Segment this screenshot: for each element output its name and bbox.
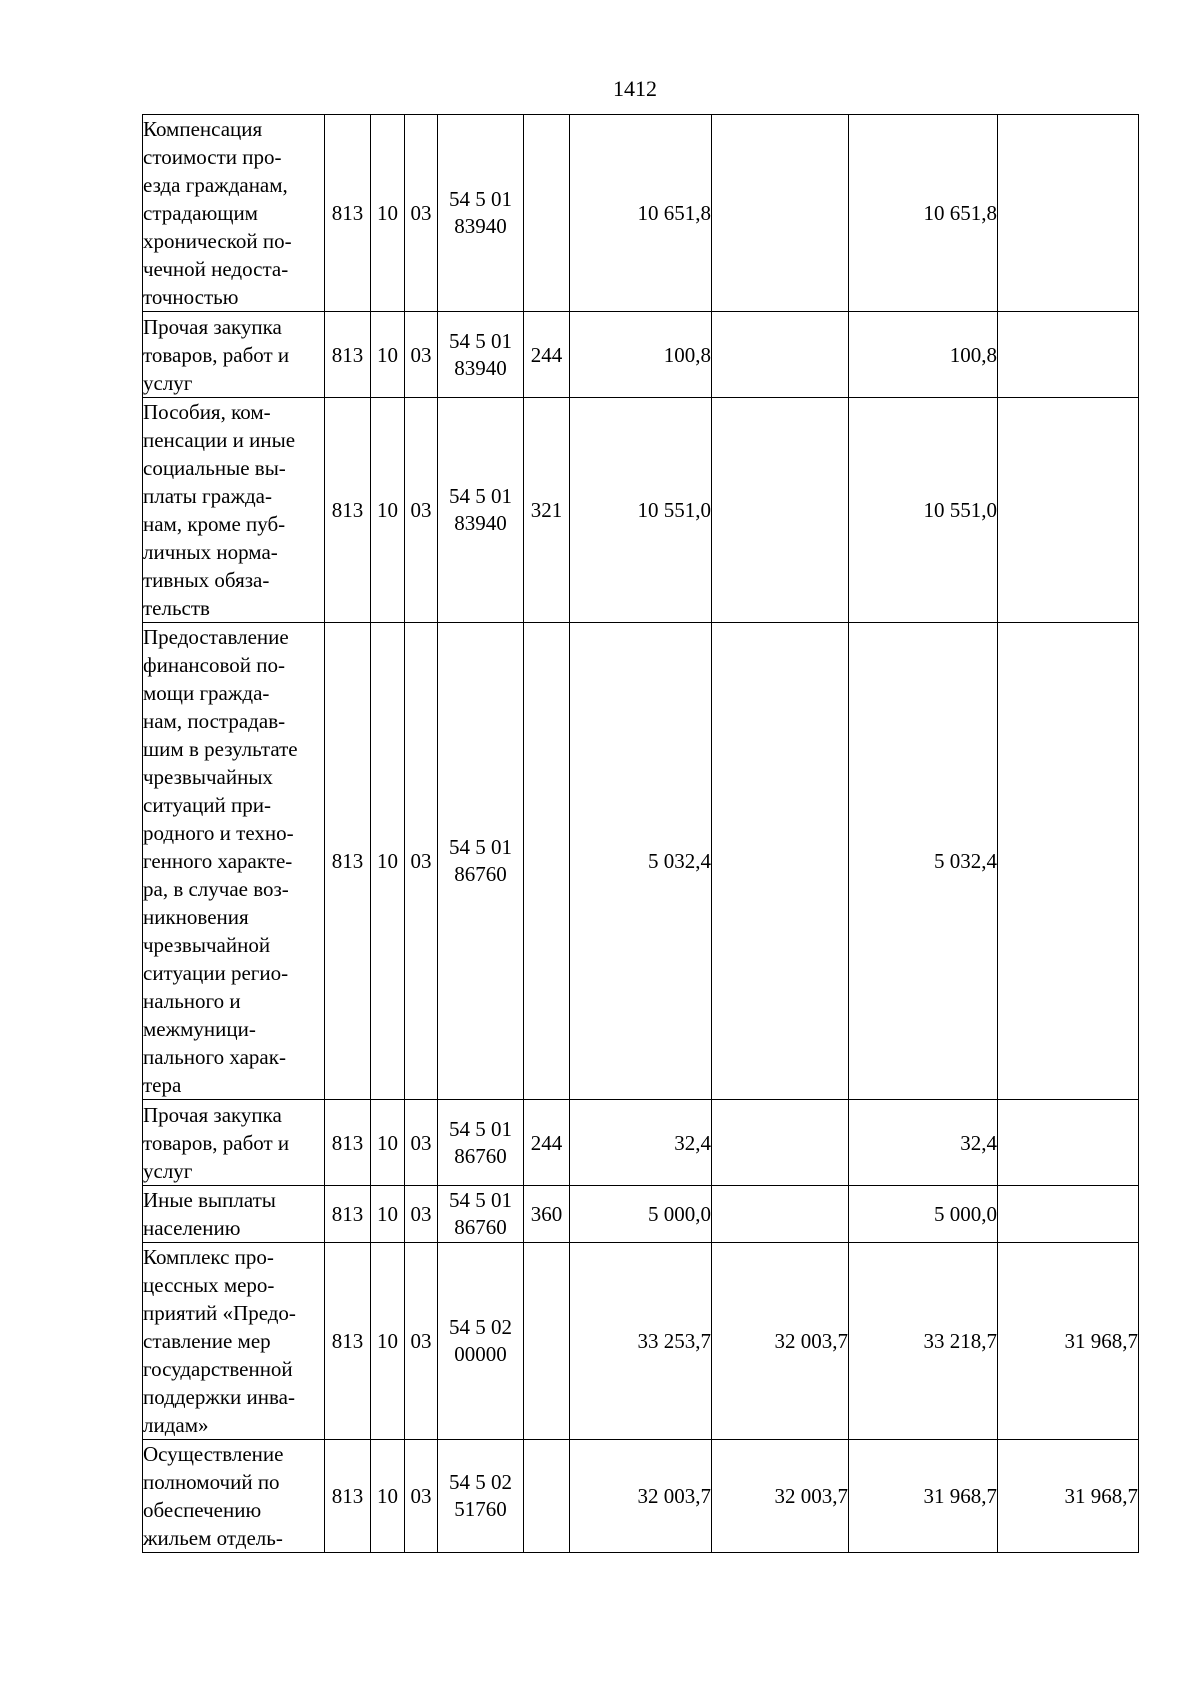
amount-federal-year1-cell [712, 1186, 849, 1243]
ministry-code-cell: 813 [325, 398, 371, 623]
table-row [143, 398, 1139, 623]
target-article-cell [438, 398, 524, 623]
row-name-line: нам, кроме пуб- [143, 512, 286, 536]
row-name-line: мощи гражда- [143, 681, 270, 705]
expense-type-cell: 360 [524, 1186, 570, 1243]
subsection-code-cell: 03 [405, 312, 438, 398]
ministry-code-cell: 813 [325, 1440, 371, 1553]
row-name-cell [143, 1243, 325, 1440]
amount-federal-year2-cell [998, 115, 1139, 312]
row-name-line: нам, пострадав- [143, 709, 286, 733]
row-name-line: точностью [143, 285, 239, 309]
target-article-line: 83940 [454, 355, 507, 380]
subsection-code-cell: 03 [405, 115, 438, 312]
row-name-line: финансовой по- [143, 653, 285, 677]
row-name-line: чрезвычайных [143, 765, 273, 789]
expense-type-cell [524, 623, 570, 1100]
amount-federal-year1-cell [712, 1100, 849, 1186]
target-article-line: 54 5 01 [449, 1116, 512, 1141]
page-number: 1412 [613, 76, 657, 101]
amount-total-year2-cell: 31 968,7 [849, 1440, 998, 1553]
target-article-line: 86760 [454, 1215, 507, 1239]
row-name-line: платы гражда- [143, 484, 272, 508]
row-name-line: личных норма- [143, 540, 278, 564]
target-article-line: 54 5 01 [449, 328, 512, 353]
row-name-cell [143, 115, 325, 312]
expense-type-cell [524, 1440, 570, 1553]
row-name-line: услуг [143, 370, 193, 395]
row-name-line: Компенсация [143, 117, 263, 141]
amount-total-year2-cell: 5 032,4 [849, 623, 998, 1100]
row-name-line: государственной [143, 1357, 293, 1381]
amount-federal-year1-cell: 32 003,7 [712, 1440, 849, 1553]
target-article-line: 51760 [454, 1497, 507, 1521]
row-name-line: чрезвычайной [143, 933, 271, 957]
row-name-line: жильем отдель- [143, 1526, 283, 1550]
amount-federal-year1-cell [712, 115, 849, 312]
target-article-cell [438, 1100, 524, 1186]
amount-federal-year1-cell [712, 312, 849, 398]
ministry-code-cell: 813 [325, 115, 371, 312]
row-name-line: страдающим [143, 201, 258, 225]
amount-federal-year2-cell [998, 398, 1139, 623]
row-name-cell [143, 1440, 325, 1553]
amount-federal-year2-cell: 31 968,7 [998, 1440, 1139, 1553]
expense-type-cell [524, 1243, 570, 1440]
target-article-line: 83940 [454, 511, 507, 535]
row-name-line: генного характе- [143, 849, 293, 873]
amount-total-year2-cell: 10 651,8 [849, 115, 998, 312]
row-name-line: Предоставление [143, 625, 289, 649]
table-row [143, 1186, 1139, 1243]
section-code-cell: 10 [371, 623, 405, 1100]
target-article-line: 86760 [454, 1143, 507, 1168]
amount-total-year2-cell: 100,8 [849, 312, 998, 398]
row-name-line: ситуации регио- [143, 961, 289, 985]
row-name-line: шим в результате [143, 737, 298, 761]
amount-federal-year2-cell: 31 968,7 [998, 1243, 1139, 1440]
row-name-line: полномочий по [143, 1470, 280, 1494]
row-name-line: Осуществление [143, 1442, 284, 1466]
table-row [143, 312, 1139, 398]
row-name-line: товаров, работ и [143, 1130, 290, 1155]
row-name-line: езда гражданам, [143, 173, 288, 197]
target-article-cell [438, 623, 524, 1100]
row-name-line: межмуници- [143, 1017, 256, 1041]
table-row [143, 623, 1139, 1100]
amount-total-year1-cell: 5 032,4 [570, 623, 712, 1100]
target-article-line: 83940 [454, 214, 507, 238]
section-code-cell: 10 [371, 1440, 405, 1553]
subsection-code-cell: 03 [405, 398, 438, 623]
ministry-code-cell: 813 [325, 1186, 371, 1243]
target-article-line: 54 5 01 [449, 187, 512, 211]
target-article-line: 00000 [454, 1342, 507, 1366]
row-name-line: Прочая закупка [143, 314, 282, 339]
section-code-cell: 10 [371, 1243, 405, 1440]
target-article-line: 54 5 02 [449, 1470, 512, 1494]
amount-total-year1-cell: 10 551,0 [570, 398, 712, 623]
row-name-cell [143, 398, 325, 623]
target-article-line: 54 5 01 [449, 484, 512, 508]
ministry-code-cell: 813 [325, 312, 371, 398]
row-name-cell [143, 623, 325, 1100]
amount-total-year2-cell: 10 551,0 [849, 398, 998, 623]
amount-federal-year1-cell [712, 398, 849, 623]
amount-total-year2-cell: 5 000,0 [849, 1186, 998, 1243]
ministry-code-cell: 813 [325, 1100, 371, 1186]
amount-total-year2-cell: 32,4 [849, 1100, 998, 1186]
row-name-line: родного и техно- [143, 821, 294, 845]
row-name-line: ситуаций при- [143, 793, 271, 817]
row-name-cell [143, 312, 325, 398]
row-name-line: лидам» [143, 1413, 209, 1437]
row-name-line: поддержки инва- [143, 1385, 295, 1409]
row-name-line: цессных меро- [143, 1273, 275, 1297]
row-name-line: услуг [143, 1158, 193, 1183]
section-code-cell: 10 [371, 115, 405, 312]
amount-total-year1-cell: 5 000,0 [570, 1186, 712, 1243]
subsection-code-cell: 03 [405, 1243, 438, 1440]
table-row [143, 1100, 1139, 1186]
section-code-cell: 10 [371, 1100, 405, 1186]
target-article-line: 54 5 01 [449, 1188, 512, 1212]
row-name-line: Комплекс про- [143, 1245, 274, 1269]
row-name-line: чечной недоста- [143, 257, 289, 281]
ministry-code-cell: 813 [325, 1243, 371, 1440]
table-row [143, 1243, 1139, 1440]
row-name-line: Пособия, ком- [143, 400, 271, 424]
row-name-line: ставление мер [143, 1329, 271, 1353]
row-name-line: тельств [143, 596, 210, 620]
amount-total-year1-cell: 32,4 [570, 1100, 712, 1186]
amount-federal-year1-cell: 32 003,7 [712, 1243, 849, 1440]
section-code-cell: 10 [371, 398, 405, 623]
row-name-line: никновения [143, 905, 249, 929]
target-article-line: 54 5 01 [449, 835, 512, 859]
amount-total-year1-cell: 33 253,7 [570, 1243, 712, 1440]
section-code-cell: 10 [371, 312, 405, 398]
subsection-code-cell: 03 [405, 1440, 438, 1553]
ministry-code-cell: 813 [325, 623, 371, 1100]
expense-type-cell: 244 [524, 312, 570, 398]
row-name-cell [143, 1186, 325, 1243]
row-name-line: пенсации и иные [143, 428, 296, 452]
table-row [143, 1440, 1139, 1553]
row-name-line: хронической по- [143, 229, 292, 253]
row-name-line: нального и [143, 989, 241, 1013]
target-article-cell [438, 312, 524, 398]
amount-total-year2-cell: 33 218,7 [849, 1243, 998, 1440]
row-name-line: стоимости про- [143, 145, 282, 169]
amount-total-year1-cell: 100,8 [570, 312, 712, 398]
row-name-line: Прочая закупка [143, 1102, 282, 1127]
amount-total-year1-cell: 10 651,8 [570, 115, 712, 312]
subsection-code-cell: 03 [405, 1186, 438, 1243]
expense-type-cell: 321 [524, 398, 570, 623]
section-code-cell: 10 [371, 1186, 405, 1243]
subsection-code-cell: 03 [405, 623, 438, 1100]
row-name-line: тивных обяза- [143, 568, 270, 592]
target-article-line: 54 5 02 [449, 1315, 512, 1339]
amount-federal-year2-cell [998, 623, 1139, 1100]
amount-federal-year2-cell [998, 1186, 1139, 1243]
row-name-line: приятий «Предо- [143, 1301, 296, 1325]
row-name-line: населению [143, 1216, 241, 1240]
amount-total-year1-cell: 32 003,7 [570, 1440, 712, 1553]
row-name-line: товаров, работ и [143, 342, 290, 367]
target-article-cell [438, 1243, 524, 1440]
target-article-cell [438, 1186, 524, 1243]
row-name-line: пального харак- [143, 1045, 286, 1069]
amount-federal-year2-cell [998, 1100, 1139, 1186]
row-name-line: ра, в случае воз- [143, 877, 289, 901]
subsection-code-cell: 03 [405, 1100, 438, 1186]
table-row [143, 115, 1139, 312]
row-name-line: обеспечению [143, 1498, 262, 1522]
row-name-line: Иные выплаты [143, 1188, 276, 1212]
row-name-line: тера [143, 1073, 182, 1097]
target-article-line: 86760 [454, 862, 507, 886]
budget-table [142, 114, 1139, 1553]
target-article-cell [438, 1440, 524, 1553]
expense-type-cell [524, 115, 570, 312]
expense-type-cell: 244 [524, 1100, 570, 1186]
row-name-cell [143, 1100, 325, 1186]
table-body [143, 115, 1139, 1553]
amount-federal-year1-cell [712, 623, 849, 1100]
row-name-line: социальные вы- [143, 456, 286, 480]
target-article-cell [438, 115, 524, 312]
amount-federal-year2-cell [998, 312, 1139, 398]
